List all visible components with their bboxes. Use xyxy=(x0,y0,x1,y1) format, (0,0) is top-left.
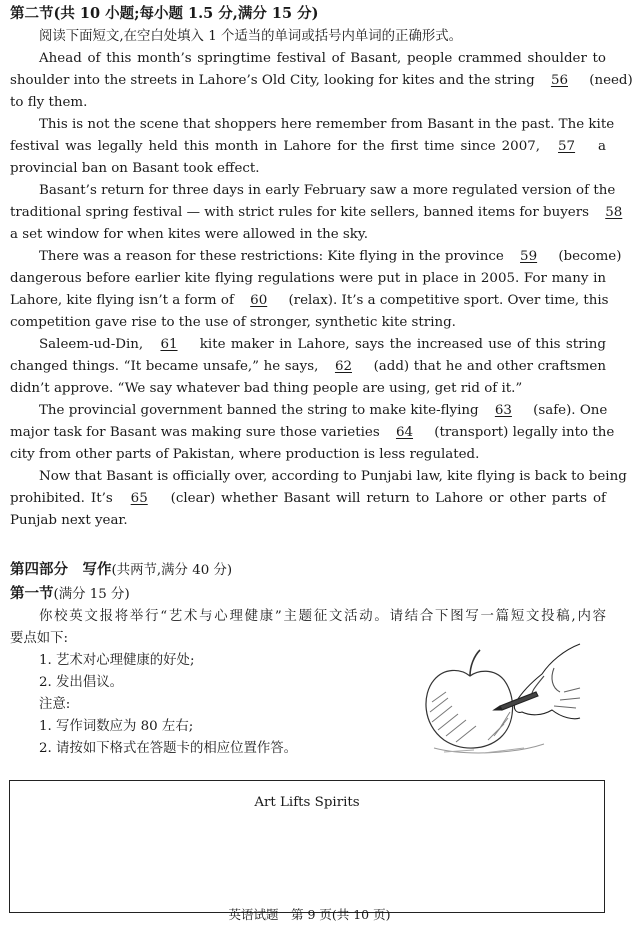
passage-text: This is not the scene that shoppers here remember from Basant in the past. The kite xyxy=(39,117,615,132)
passage-text: competition gave rise to the use of stronger, synthetic kite string. xyxy=(10,315,456,330)
note-label: 注意: xyxy=(39,697,71,712)
answer-blank[interactable]: 61 xyxy=(160,337,178,352)
apple-sketch-illustration xyxy=(404,632,580,758)
passage-line xyxy=(10,160,260,178)
passage-text: didn’t approve. “We say whatever bad thing people are using, get rid of it.” xyxy=(10,381,523,396)
section2-header-text: 第二节(共 10 小题;每小题 1.5 分,满分 15 分) xyxy=(10,5,319,22)
point-2: 2. 发出倡议。 xyxy=(39,675,123,690)
passage-text: (transport) legally into the xyxy=(434,425,615,440)
passage-text: (relax). It’s a competitive sport. Over time, this xyxy=(288,293,609,308)
passage-text: (become) xyxy=(558,249,622,264)
section1-header xyxy=(10,584,130,605)
passage-line xyxy=(10,138,606,156)
answer-blank[interactable]: 60 xyxy=(250,293,268,308)
answer-blank[interactable]: 64 xyxy=(395,425,414,440)
passage-text: kite maker in Lahore, says the increased use of this string xyxy=(199,337,606,352)
passage-line xyxy=(10,314,456,332)
passage-text: Basant’s return for three days in early February saw a more regulated version of the xyxy=(39,183,616,198)
part4-title-note: (共两节,满分 40 分) xyxy=(111,563,233,578)
passage-line xyxy=(10,358,606,376)
note-1: 1. 写作词数应为 80 左右; xyxy=(39,719,194,734)
passage-line xyxy=(10,292,609,310)
passage-line xyxy=(39,182,616,200)
passage-text: a set window for when kites were allowed in the sky. xyxy=(10,227,368,242)
passage-text: Ahead of this month’s springtime festival of Basant, people crammed shoulder to xyxy=(39,51,606,66)
note-2: 2. 请按如下格式在答题卡的相应位置作答。 xyxy=(39,741,298,756)
passage-line xyxy=(10,72,633,90)
passage-text: Now that Basant is officially over, according to Punjabi law, kite flying is back to being xyxy=(39,469,627,484)
passage-text: changed things. “It became unsafe,” he says, xyxy=(10,359,319,374)
page-footer: 英语试题 第 9 页(共 10 页) xyxy=(228,907,391,922)
passage-text: Lahore, kite flying isn’t a form of xyxy=(10,293,234,308)
prompt-line-2: 要点如下: xyxy=(10,631,69,646)
passage-text: provincial ban on Basant took effect. xyxy=(10,161,260,176)
passage-line xyxy=(10,490,606,508)
passage-text: The provincial government banned the string to make kite-flying xyxy=(39,403,479,418)
passage-text: festival was legally held this month in Lahore for the first time since 2007, xyxy=(10,139,540,154)
passage-line xyxy=(39,468,627,486)
passage-line xyxy=(10,446,479,464)
passage-text: a xyxy=(598,139,607,154)
passage-text: prohibited. It’s xyxy=(10,491,113,506)
prompt-line-1: 你校英文报将举行“艺术与心理健康”主题征文活动。请结合下图写一篇短文投稿,内容 xyxy=(39,609,606,624)
passage-line xyxy=(10,424,615,442)
passage-line xyxy=(39,402,606,420)
passage-text: dangerous before earlier kite flying regulations were put in place in 2005. For many in xyxy=(10,271,606,286)
answer-box[interactable] xyxy=(9,780,605,913)
section2-instruction: 阅读下面短文,在空白处填入 1 个适当的单词或括号内单词的正确形式。 xyxy=(39,29,463,44)
answer-blank[interactable]: 62 xyxy=(334,359,352,374)
passage-line xyxy=(10,94,87,112)
passage-text: There was a reason for these restrictions: Kite flying in the province xyxy=(39,249,504,264)
passage-line xyxy=(10,226,368,244)
passage-line xyxy=(10,204,623,222)
passage-text: shoulder into the streets in Lahore’s Old City, looking for kites and the string xyxy=(10,73,535,88)
passage-text: (clear) whether Basant will return to Lahore or other parts of xyxy=(170,491,606,506)
passage-line xyxy=(10,512,128,530)
answer-blank[interactable]: 57 xyxy=(558,139,576,154)
answer-blank[interactable]: 63 xyxy=(494,403,512,418)
passage-text: Saleem-ud-Din, xyxy=(39,337,144,352)
passage-line xyxy=(39,336,606,354)
passage-line xyxy=(10,380,522,398)
passage-text: city from other parts of Pakistan, where production is less regulated. xyxy=(10,447,480,462)
answer-box-title: Art Lifts Spirits xyxy=(254,795,360,810)
answer-blank[interactable]: 56 xyxy=(550,73,568,88)
passage-text: major task for Basant was making sure those varieties xyxy=(10,425,380,440)
passage-text: to fly them. xyxy=(10,95,88,110)
section2-header xyxy=(10,4,319,24)
passage-text: (add) that he and other craftsmen xyxy=(373,359,606,374)
answer-blank[interactable]: 65 xyxy=(130,491,148,506)
passage-line xyxy=(39,116,615,134)
section1-title: 第一节 xyxy=(10,585,54,602)
answer-blank[interactable]: 59 xyxy=(520,249,538,264)
part4-header xyxy=(10,560,232,581)
passage-text: (safe). One xyxy=(533,403,608,418)
passage-text: (need) xyxy=(589,73,633,88)
passage-line xyxy=(10,270,606,288)
passage-text: Punjab next year. xyxy=(10,513,128,528)
section1-note: (满分 15 分) xyxy=(53,587,130,602)
part4-title: 第四部分 写作 xyxy=(10,561,112,578)
passage-line xyxy=(39,248,622,266)
answer-blank[interactable]: 58 xyxy=(605,205,623,220)
point-1: 1. 艺术对心理健康的好处; xyxy=(39,653,195,668)
passage-line xyxy=(39,50,606,68)
passage-text: traditional spring festival — with strict rules for kite sellers, banned items for buyers xyxy=(10,205,589,220)
